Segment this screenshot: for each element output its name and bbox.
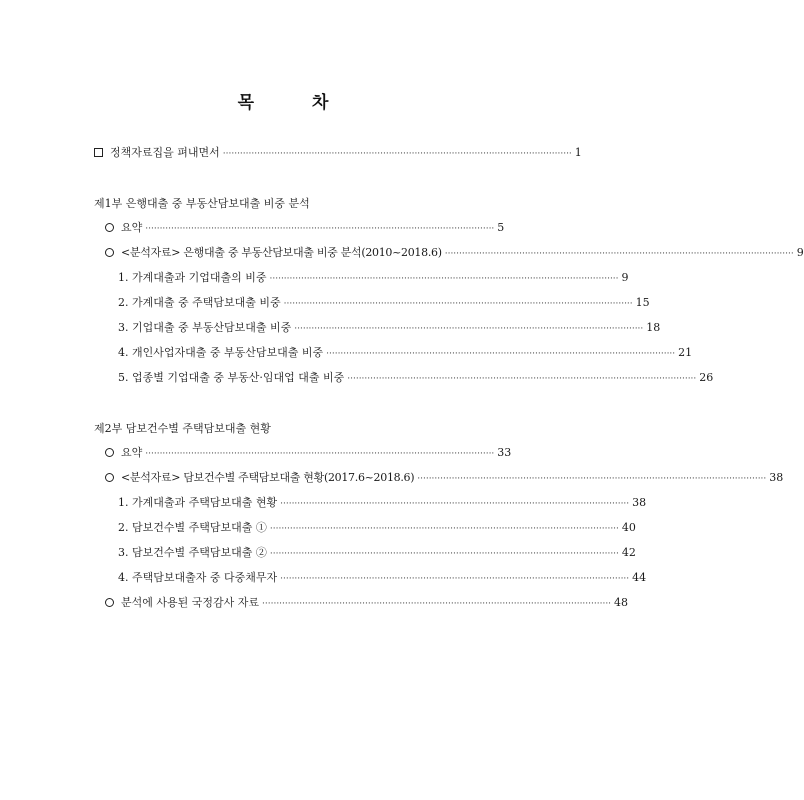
toc-page-number: 40 [621, 521, 636, 534]
toc-page-number: 26 [699, 371, 714, 384]
dot-leader: ·························································································································· [145, 449, 495, 459]
dot-leader: ·························································································································· [269, 549, 619, 559]
toc-page-number: 38 [769, 471, 784, 484]
dot-leader: ·························································································································· [269, 524, 619, 534]
toc-entry-label: 요약 [121, 221, 143, 234]
dot-leader: ·························································································································· [444, 249, 794, 259]
toc-page-number: 9 [796, 246, 804, 259]
part-2-heading[interactable]: 제2부 담보건수별 주택담보대출 현황 [94, 422, 271, 435]
toc-entry-part2-summary[interactable] [105, 444, 512, 462]
circle-bullet-icon [105, 448, 114, 457]
dot-leader: ·························································································································· [347, 374, 697, 384]
toc-page-number: 1 [574, 146, 582, 159]
toc-entry-part1-summary[interactable] [105, 219, 505, 237]
square-bullet-icon [94, 148, 103, 157]
dot-leader: ·························································································································· [280, 574, 630, 584]
toc-subentry[interactable] [118, 319, 661, 337]
toc-subentry[interactable] [118, 369, 714, 387]
toc-subentry[interactable] [118, 544, 636, 562]
toc-entry-label: 4. 개인사업자대출 중 부동산담보대출 비중 [118, 346, 324, 359]
toc-page-number: 5 [497, 221, 505, 234]
toc-subentry[interactable] [118, 269, 629, 287]
toc-entry-label: <분석자료> 은행대출 중 부동산담보대출 비중 분석(2010~2018.6) [121, 246, 442, 259]
toc-entry-label: 분석에 사용된 국정감사 자료 [121, 596, 260, 609]
toc-entry-label: 2. 가계대출 중 주택담보대출 비중 [118, 296, 281, 309]
toc-entry-label: 2. 담보건수별 주택담보대출 ① [118, 521, 267, 534]
dot-leader: ·························································································································· [145, 224, 495, 234]
toc-entry-label: <분석자료> 담보건수별 주택담보대출 현황(2017.6~2018.6) [121, 471, 415, 484]
dot-leader: ·························································································································· [222, 149, 572, 159]
toc-page-number: 18 [646, 321, 661, 334]
toc-entry-label: 1. 가계대출과 기업대출의 비중 [118, 271, 267, 284]
toc-entry-label: 요약 [121, 446, 143, 459]
toc-entry-intro[interactable] [94, 144, 582, 162]
toc-page-number: 33 [497, 446, 512, 459]
dot-leader: ·························································································································· [280, 499, 630, 509]
circle-bullet-icon [105, 248, 114, 257]
toc-page-number: 44 [632, 571, 647, 584]
toc-entry-label: 3. 담보건수별 주택담보대출 ② [118, 546, 267, 559]
dot-leader: ·························································································································· [326, 349, 676, 359]
dot-leader: ·························································································································· [417, 474, 767, 484]
toc-subentry[interactable] [118, 344, 693, 362]
toc-entry-label: 3. 기업대출 중 부동산담보대출 비중 [118, 321, 292, 334]
toc-entry-part2-analysis[interactable] [105, 469, 784, 487]
toc-page-number: 48 [614, 596, 629, 609]
dot-leader: ·························································································································· [294, 324, 644, 334]
toc-subentry[interactable] [118, 519, 636, 537]
circle-bullet-icon [105, 473, 114, 482]
toc-page-number: 21 [678, 346, 693, 359]
toc-entry-part1-analysis[interactable] [105, 244, 804, 262]
toc-entry-label: 정책자료집을 펴내면서 [110, 146, 220, 159]
dot-leader: ·························································································································· [269, 274, 619, 284]
toc-page-number: 42 [621, 546, 636, 559]
toc-subentry[interactable] [118, 494, 647, 512]
dot-leader: ·························································································································· [283, 299, 633, 309]
toc-page-number: 38 [632, 496, 647, 509]
page-title: 목 차 [237, 93, 355, 113]
toc-page-number: 15 [635, 296, 650, 309]
toc-entry-label: 5. 업종별 기업대출 중 부동산·임대업 대출 비중 [118, 371, 345, 384]
circle-bullet-icon [105, 223, 114, 232]
toc-entry-label: 4. 주택담보대출자 중 다중채무자 [118, 571, 278, 584]
toc-subentry[interactable] [118, 294, 650, 312]
toc-entry-audit-data[interactable] [105, 594, 629, 612]
toc-page-number: 9 [621, 271, 629, 284]
toc-subentry[interactable] [118, 569, 647, 587]
toc-entry-label: 1. 가계대출과 주택담보대출 현황 [118, 496, 278, 509]
circle-bullet-icon [105, 598, 114, 607]
dot-leader: ·························································································································· [262, 599, 612, 609]
part-1-heading[interactable]: 제1부 은행대출 중 부동산담보대출 비중 분석 [94, 197, 310, 210]
